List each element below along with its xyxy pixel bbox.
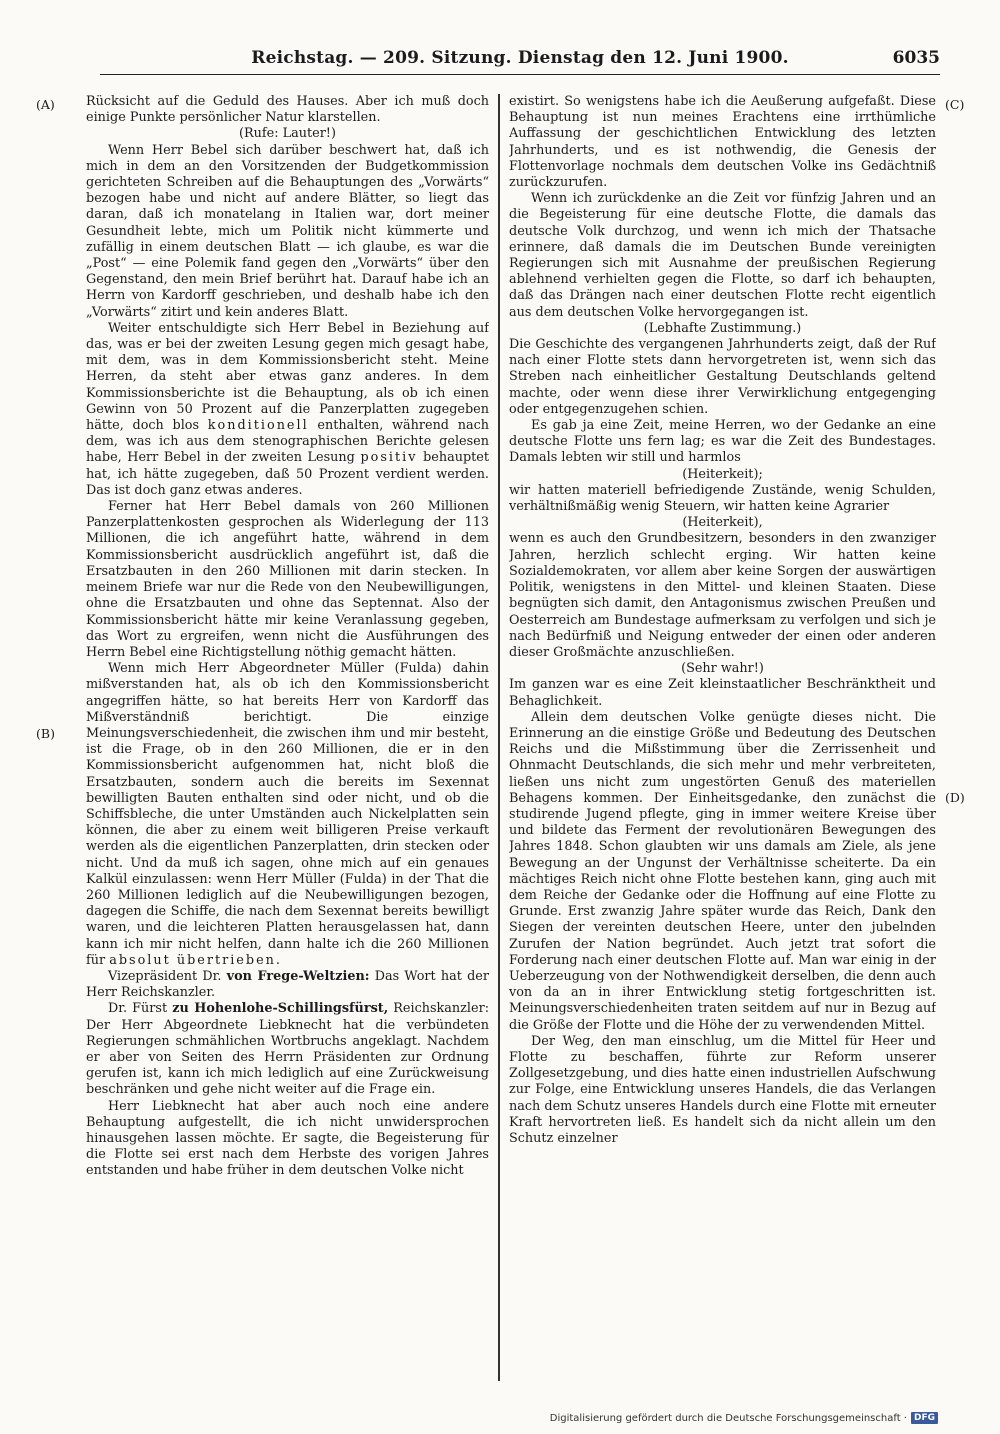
text-run: enthalten, während nach dem, was ich aus dem stenographischen Berichte gelesen habe, Herr Bebel in der zweiten Lesung bbox=[86, 418, 489, 466]
interjection: (Heiterkeit); bbox=[682, 466, 763, 482]
paragraph: Der Weg, den man einschlug, um die Mittel für Heer und Flotte zu beschaffen, führte zur Reform unserer Zollgesetzgebung, und dies hatte einen industriellen Aufschwung zur Folge, eine Entwicklung unseres Handels, die das Verlangen nach dem Schutz unseres Handels durch eine Flotte mit erneuter Kraft hervortreten ließ. Es handelt sich da nicht allein um den Schutz einzelner bbox=[509, 1033, 936, 1146]
speaker-name: zu Hohenlohe-Schillingsfürst, bbox=[172, 1001, 389, 1017]
speaker-name: von Frege-Weltzien: bbox=[226, 968, 370, 984]
page-header bbox=[100, 44, 940, 75]
paragraph: Ferner hat Herr Bebel damals von 260 Millionen Panzerplattenkosten gesprochen als Widerlegung der 113 Millionen, die ich angeführt hatte, während in dem Kommissionsbericht ausdrücklich angeführt ist, daß die Ersatzbauten in den 260 Millionen mit darin stecken. In meinem Briefe war nur die Rede von den Neubewilligungen, ohne die Ersatzbauten und ohne das Septennat. Also der Kommissionsbericht hätte mir keine Veranlassung gegeben, das Wort zu ergreifen, wenn nicht die Ausführungen des Herrn Bebel eine Richtigstellung nöthig gemacht hätten. bbox=[86, 499, 489, 660]
digitization-credit bbox=[550, 1412, 938, 1424]
speaker-paragraph bbox=[86, 1001, 489, 1098]
paragraph bbox=[86, 661, 489, 969]
margin-marker-d: (D) bbox=[945, 790, 965, 805]
left-column bbox=[86, 94, 489, 1381]
text-run: behauptet hat, ich hätte zugegeben, daß 50 Prozent verdient werden. Das ist doch ganz etwas anderes. bbox=[86, 450, 489, 498]
interjection: (Rufe: Lauter!) bbox=[239, 126, 336, 142]
spaced-text: absolut übertrieben. bbox=[109, 952, 282, 968]
paragraph: Im ganzen war es eine Zeit kleinstaatlicher Beschränktheit und Behaglichkeit. bbox=[509, 677, 936, 709]
paragraph: wenn es auch den Grundbesitzern, besonders in den zwanziger Jahren, herzlich schlecht erging. Wir hatten keine Sozialdemokraten, vor allem aber keine Sorgen der auswärtigen Politik, wenigstens in den Mittel- und kleinen Staaten. Diese begnügten sich damit, den Antagonismus zwischen Preußen und Oesterreich am Bundestage aufmerksam zu verfolgen und sich je nach Bedürfniß und Neigung entweder der einen oder anderen dieser Großmächte anzuschließen. bbox=[509, 531, 936, 660]
speaker-paragraph bbox=[86, 969, 489, 1001]
text-run: Vizepräsident Dr. bbox=[108, 968, 222, 984]
text-run: Dr. Fürst bbox=[108, 1001, 168, 1017]
margin-marker-a: (A) bbox=[36, 97, 55, 112]
dfg-logo: DFG bbox=[911, 1412, 938, 1424]
text-run: Wenn mich Herr Abgeordneter Müller (Fulda) dahin mißverstanden hat, als ob ich den Kommissionsbericht angegriffen hätte, so hat bereits Herr von Kardorff das Mißverständniß berichtigt. Die einzige Meinungsverschiedenheit, die zwischen ihm und mir besteht, ist die Frage, ob in den 260 Millionen, die er in den Kommissionsbericht aufgenommen hat, nicht bloß die Ersatzbauten, sondern auch die bereits im Sexennat bewilligten Bauten enthalten sind oder nicht, und ob die Schiffsbleche, die unter Umständen auch Nickelplatten sein können, die aber zu einem weit billigeren Preise verkauft werden als die eigentlichen Panzerplatten, drin stecken oder nicht. Und da muß ich sagen, ohne mich auf ein genaues Kalkül einzulassen: wenn Herr Müller (Fulda) in der That die 260 Millionen lediglich auf die Neubewilligungen bezogen, dagegen die Schiffe, die nach dem Sexennat bereits bewilligt waren, und die leichteren Platten herausgelassen hat, dann kann ich mir nicht helfen, dann halte ich die 260 Millionen für bbox=[86, 661, 489, 968]
interjection: (Sehr wahr!) bbox=[681, 661, 764, 677]
paragraph: Wenn Herr Bebel sich darüber beschwert hat, daß ich mich in dem an den Vorsitzenden der Budgetkommission gerichteten Schreiben auf die Behauptungen des „Vorwärts“ bezogen habe und nicht auf andere Blätter, so liegt das daran, daß ich monatelang in Italien war, dort meiner Gesundheit lebte, mich um Politik nicht kümmerte und zufällig in einem deutschen Blatt — ich glaube, es war die „Post“ — eine Polemik fand gegen den „Vorwärts“ über den Gegenstand, den mein Brief berührt hat. Darauf habe ich an Herrn von Kardorff geschrieben, und deshalb habe ich den „Vorwärts“ zitirt und kein anderes Blatt. bbox=[86, 142, 489, 320]
paragraph: wir hatten materiell befriedigende Zustände, wenig Schulden, verhältnißmäßig wenig Steuern, wir hatten keine Agrarier bbox=[509, 482, 936, 515]
text-run: Das Wort hat der Herr Reichskanzler. bbox=[86, 968, 489, 1001]
page-number: 6035 bbox=[892, 48, 940, 68]
spaced-text: positiv bbox=[360, 450, 418, 466]
running-title: Reichstag. — 209. Sitzung. Dienstag den 12. Juni 1900. bbox=[251, 48, 789, 68]
credit-text: Digitalisierung gefördert durch die Deutsche Forschungsgemeinschaft · bbox=[549, 1412, 907, 1424]
paragraph: Wenn ich zurückdenke an die Zeit vor fünfzig Jahren und an die Begeisterung für eine deutsche Flotte, die damals das deutsche Volk durchzog, und wenn ich mich der Thatsache erinnere, daß damals die im Deutschen Bunde vereinigten Regierungen sich mit Ausnahme der preußischen Regierung ablehnend verhielten gegen die Flotte, so darf ich behaupten, daß das Drängen nach einer deutschen Flotte recht eigentlich aus dem deutschen Volke hervorgegangen ist. bbox=[509, 191, 936, 320]
paragraph: Es gab ja eine Zeit, meine Herren, wo der Gedanke an eine deutsche Flotte uns fern lag; es war die Zeit des Bundestages. Damals lebten wir still und harmlos bbox=[509, 418, 936, 466]
margin-marker-c: (C) bbox=[945, 97, 965, 112]
interjection: (Lebhafte Zustimmung.) bbox=[643, 320, 802, 336]
text-run: Weiter entschuldigte sich Herr Bebel in Beziehung auf das, was er bei der zweiten Lesung gegen mich gesagt habe, mit dem, was in dem Kommissionsbericht steht. Meine Herren, da steht aber etwas ganz anderes. In dem Kommissionsberichte ist die Behauptung, als ob ich einen Gewinn von 50 Prozent auf die Panzerplatten zugegeben hätte, doch blos bbox=[86, 320, 489, 434]
paragraph: Rücksicht auf die Geduld des Hauses. Aber ich muß doch einige Punkte persönlicher Natur klarstellen. bbox=[86, 94, 489, 126]
paragraph: Die Geschichte des vergangenen Jahrhunderts zeigt, daß der Ruf nach einer Flotte stets dann hervorgetreten ist, wenn sich das Streben nach einheitlicher Gestaltung Deutschlands geltend machte, oder wenn diese ihrer Verwirklichung entgegenging oder entgegenzugehen schien. bbox=[509, 337, 936, 417]
right-column bbox=[509, 94, 936, 1381]
spaced-text: konditionell bbox=[207, 418, 309, 434]
paragraph bbox=[86, 321, 489, 499]
paragraph: Herr Liebknecht hat aber auch noch eine andere Behauptung aufgestellt, die ich nicht unwidersprochen hinausgehen lassen möchte. Er sagte, die Begeisterung für die Flotte sei erst nach dem Herbste des vorigen Jahres entstanden und habe früher in dem deutschen Volke nicht bbox=[86, 1098, 489, 1179]
interjection: (Heiterkeit), bbox=[682, 515, 763, 531]
text-run: Reichskanzler: Der Herr Abgeordnete Liebknecht hat die verbündeten Regierungen schmählichen Wortbruchs angeklagt. Nachdem er aber von Seiten des Herrn Präsidenten zur Ordnung gerufen ist, kann ich mich lediglich auf eine Zurückweisung beschränken und gehe nicht weiter auf die Frage ein. bbox=[86, 1001, 489, 1098]
paragraph: Allein dem deutschen Volke genügte dieses nicht. Die Erinnerung an die einstige Größe und Bedeutung des Deutschen Reichs und die Mißstimmung über die Zerrissenheit und Ohnmacht Deutschlands, die sich mehr und mehr verbreiteten, ließen uns nicht zum ungestörten Genuß des materiellen Behagens kommen. Der Einheitsgedanke, den zunächst die studirende Jugend pflegte, ging in immer weitere Kreise über und bildete das Ferment der revolutionären Bewegungen des Jahres 1848. Schon glaubten wir uns damals am Ziele, als jene Bewegung an der Ungunst der Verhältnisse scheiterte. Da ein mächtiges Reich nicht ohne Flotte bestehen kann, ging auch mit dem Reiche der Gedanke oder die Hoffnung auf eine Flotte zu Grunde. Erst zwanzig Jahre später wurde das Reich, Dank den Siegen der vereinten deutschen Heere, unter den jubelnden Zurufen der Nation begründet. Auch jetzt trat sofort die Forderung nach einer deutschen Flotte auf. Man war einig in der Ueberzeugung von der Nothwendigkeit derselben, die denn auch von da an in ihrer Entwicklung stetig fortgeschritten ist. Meinungsverschiedenheiten traten seitdem auf nur in Bezug auf die Größe der Flotte und die Höhe der zu verwendenden Mittel. bbox=[509, 709, 936, 1033]
margin-marker-b: (B) bbox=[36, 726, 55, 741]
column-divider bbox=[498, 94, 500, 1381]
paragraph: existirt. So wenigstens habe ich die Aeußerung aufgefaßt. Diese Behauptung ist nun meines Erachtens eine irrthümliche Auffassung der geschichtlichen Entwicklung des letzten Jahrhunderts, und es ist nothwendig, die Genesis der Flottenvorlage nochmals dem deutschen Volke ins Gedächtniß zurückzurufen. bbox=[509, 94, 936, 191]
